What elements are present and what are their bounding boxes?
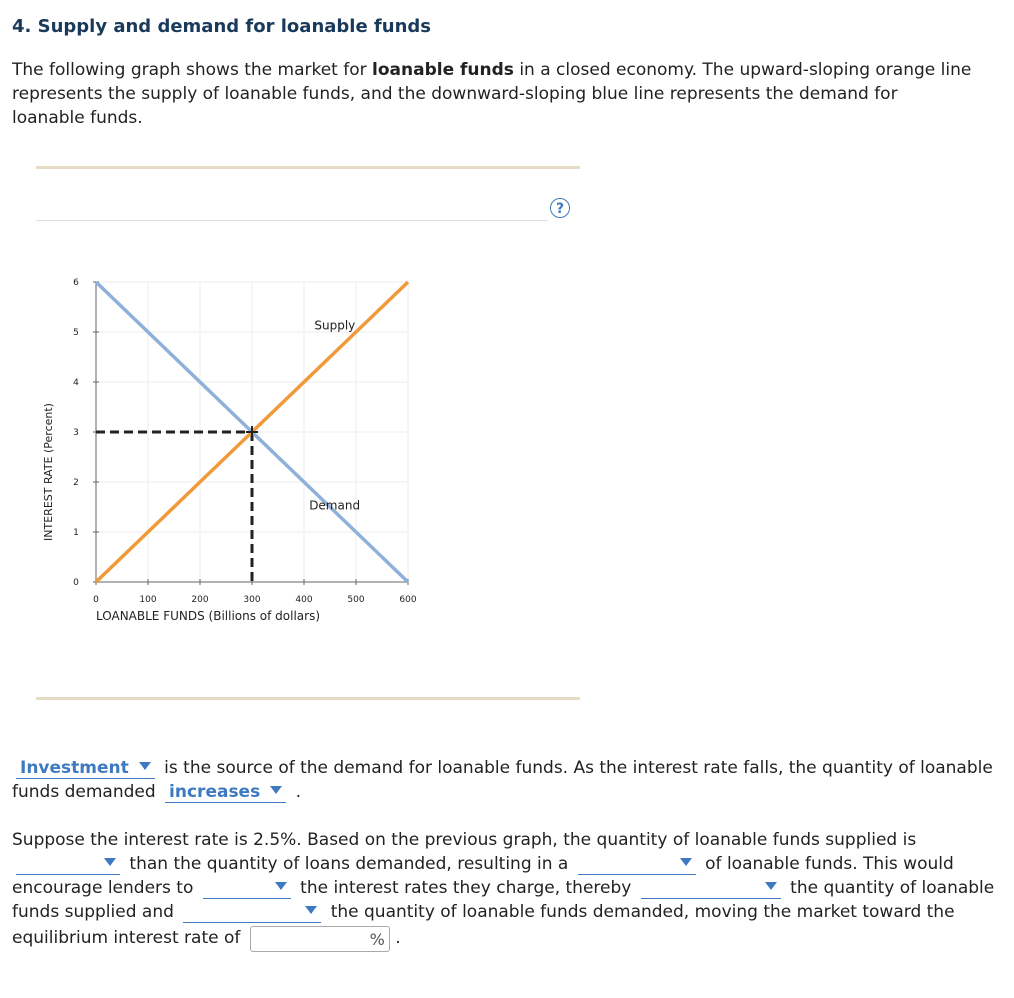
supplied-comparison-dropdown[interactable] — [16, 852, 120, 875]
lender-action-dropdown[interactable] — [203, 876, 291, 899]
y-tick-label: 1 — [73, 528, 79, 538]
loanable-funds-chart — [0, 260, 600, 660]
chevron-down-icon — [680, 858, 692, 866]
q2-text-1: Suppose the interest rate is 2.5%. Based on the previous graph, the quantity of loanable funds supplied is — [12, 830, 917, 850]
chevron-down-icon — [270, 786, 282, 794]
chevron-down-icon — [104, 858, 116, 866]
x-tick-label: 300 — [243, 595, 261, 605]
chevron-down-icon — [275, 882, 287, 890]
x-axis-title: LOANABLE FUNDS (Billions of dollars) — [96, 609, 321, 623]
y-tick-label: 5 — [73, 328, 79, 338]
q2-text-7: . — [389, 928, 401, 948]
equilibrium-rate-input[interactable] — [250, 926, 390, 952]
shortage-surplus-value — [578, 854, 608, 874]
demanded-change-dropdown[interactable] — [183, 900, 321, 923]
question-2 — [12, 828, 1002, 952]
x-tick-label: 500 — [347, 595, 365, 605]
intro-text-1: The following graph shows the market for — [12, 60, 373, 80]
demand-label: Demand — [309, 498, 361, 513]
q2-text-3: of loanable funds. This would encourage lenders to — [12, 854, 954, 898]
question-heading: 4. Supply and demand for loanable funds — [12, 16, 431, 37]
demand-source-value: Investment — [20, 758, 129, 778]
q1-text-2: . — [290, 782, 302, 802]
demanded-change-value — [183, 902, 213, 922]
x-tick-label: 0 — [93, 595, 99, 605]
supplied-change-value — [641, 878, 671, 898]
shortage-surplus-dropdown[interactable] — [578, 852, 696, 875]
graph-header-line — [36, 220, 548, 221]
y-tick-label: 2 — [73, 478, 79, 488]
q2-text-2: than the quantity of loans demanded, resulting in a — [124, 854, 574, 874]
intro-bold: loanable funds — [372, 60, 514, 80]
x-tick-label: 100 — [139, 595, 157, 605]
x-tick-label: 600 — [399, 595, 417, 605]
q2-text-6: the quantity of loanable funds demanded, moving the market toward the equilibrium interest rate of — [12, 902, 955, 948]
supply-label: Supply — [314, 318, 356, 333]
x-tick-label: 400 — [295, 595, 313, 605]
help-icon[interactable]: ? — [550, 198, 570, 218]
supplied-comparison-value — [16, 854, 46, 874]
chevron-down-icon — [139, 762, 151, 770]
percent-unit: % — [369, 930, 385, 949]
chevron-down-icon — [765, 882, 777, 890]
x-tick-label: 200 — [191, 595, 209, 605]
q1-text-1: is the source of the demand for loanable funds. As the interest rate falls, the quantity of loanable funds demanded — [12, 758, 993, 802]
supplied-change-dropdown[interactable] — [641, 876, 781, 899]
y-tick-label: 0 — [73, 578, 79, 588]
quantity-demanded-value: increases — [169, 782, 261, 802]
lender-action-value — [203, 878, 233, 898]
y-tick-label: 4 — [73, 378, 79, 388]
y-axis-title: INTEREST RATE (Percent) — [42, 403, 55, 541]
quantity-demanded-dropdown[interactable] — [165, 780, 286, 803]
intro-paragraph — [12, 58, 972, 130]
y-tick-label: 3 — [73, 428, 79, 438]
chevron-down-icon — [305, 906, 317, 914]
q2-text-4: the interest rates they charge, thereby — [294, 878, 637, 898]
intro-text-2: in a closed economy. The upward-sloping orange line represents the supply of loanable funds, and the downward-sloping blue line represents the demand for loanable funds. — [12, 60, 972, 128]
top-divider — [36, 166, 580, 169]
question-1 — [12, 756, 1002, 804]
y-tick-label: 6 — [73, 278, 79, 288]
bottom-divider — [36, 697, 580, 700]
demand-source-dropdown[interactable] — [16, 756, 155, 779]
q2-text-5: the quantity of loanable funds supplied and — [12, 878, 995, 922]
